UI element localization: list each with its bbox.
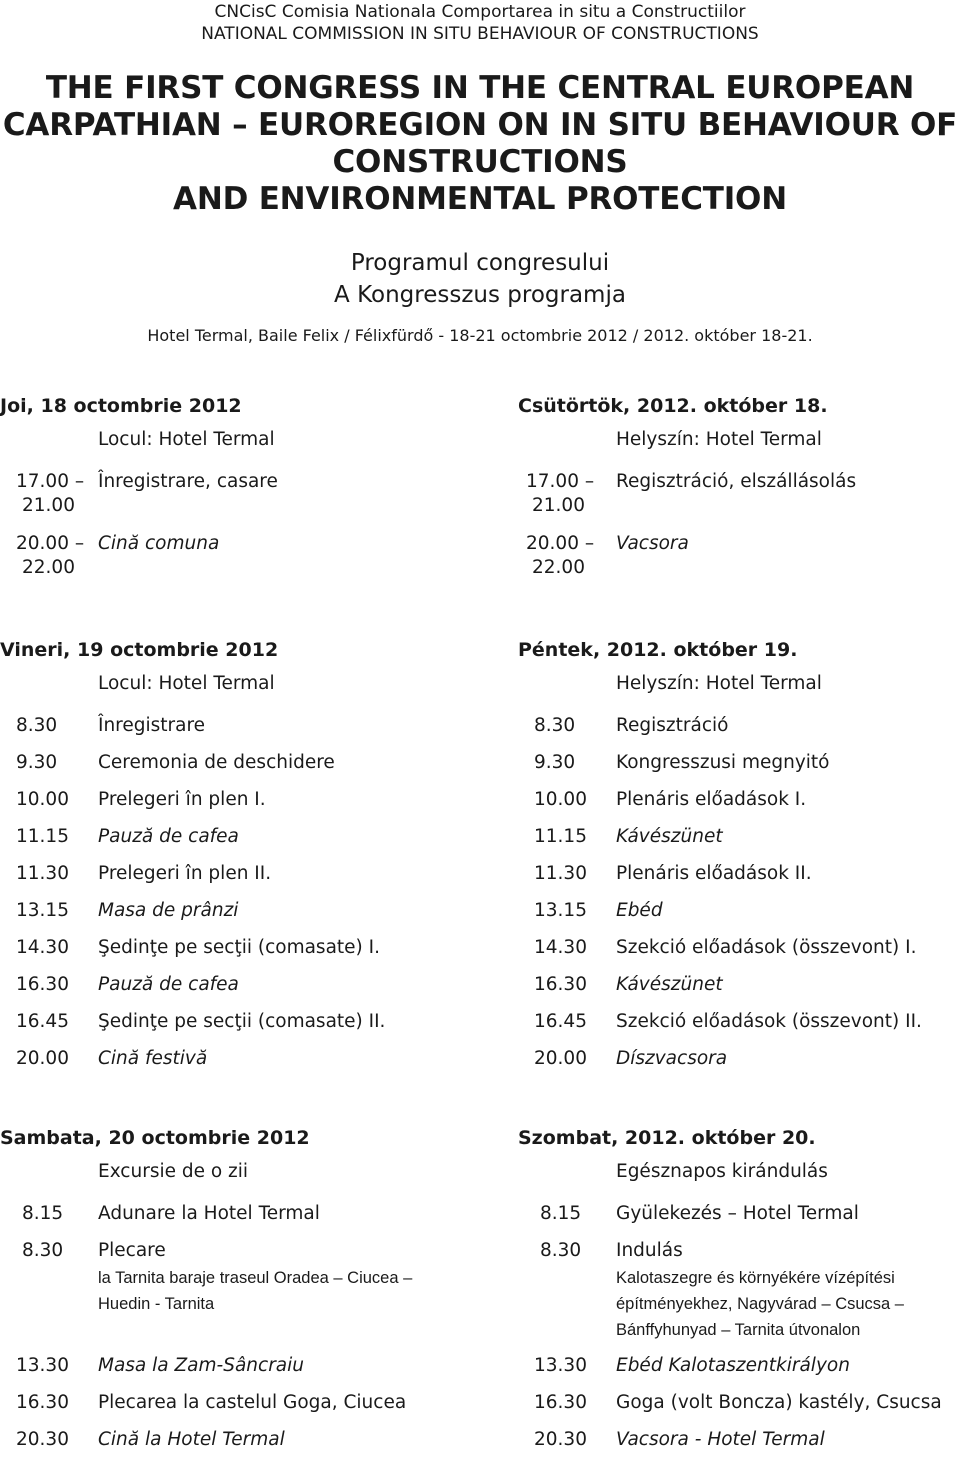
time: 20.30: [534, 1429, 587, 1450]
time: 9.30: [16, 752, 58, 773]
schedule-row: [518, 862, 958, 899]
day-location: Egésznapos kirándulás: [616, 1161, 828, 1182]
time-start: 17.00 –: [16, 471, 85, 492]
time-start: 17.00 –: [526, 471, 595, 492]
schedule-row: [518, 1428, 958, 1465]
day-location: Excursie de o zii: [98, 1161, 249, 1182]
activity: Şedinţe pe secţii (comasate) I.: [98, 937, 380, 958]
program-subtitle: [0, 247, 960, 311]
time-end: 21.00: [22, 495, 75, 516]
time: 8.30: [16, 715, 58, 736]
activity: Szekció előadások (összevont) I.: [616, 937, 917, 958]
time: 16.30: [534, 974, 587, 995]
activity-detail: la Tarnita baraje traseul Oradea – Ciucea – Huedin - Tarnita: [98, 1269, 413, 1313]
schedule-row: [518, 714, 958, 751]
schedule-row: [0, 1010, 440, 1047]
time: 13.30: [534, 1355, 587, 1376]
schedule-row: [0, 1354, 440, 1391]
schedule-row: [0, 1202, 440, 1239]
time-end: 22.00: [532, 557, 585, 578]
schedule-row: [0, 788, 440, 825]
activity: Înregistrare: [98, 715, 206, 736]
activity: Pauză de cafea: [98, 974, 239, 995]
day3-hu: [518, 1126, 958, 1465]
schedule-row: [518, 470, 958, 532]
time: 11.15: [534, 826, 587, 847]
activity: Kongresszusi megnyitó: [616, 752, 830, 773]
day-location: Helyszín: Hotel Termal: [616, 673, 822, 694]
commission-name-ro: CNCisC Comisia Nationala Comportarea in situ a Constructiilor: [214, 2, 746, 22]
congress-title: [0, 70, 960, 218]
time: 14.30: [16, 937, 69, 958]
time: 11.30: [534, 863, 587, 884]
schedule-row: [518, 899, 958, 936]
schedule-row: [0, 470, 440, 532]
schedule-row: [0, 973, 440, 1010]
day-title: Csütörtök, 2012. október 18.: [518, 395, 828, 417]
schedule-row: [518, 751, 958, 788]
activity: Goga (volt Boncza) kastély, Csucsa: [616, 1392, 942, 1413]
activity: Cină la Hotel Termal: [98, 1429, 285, 1450]
day-location: Helyszín: Hotel Termal: [616, 429, 822, 450]
activity: Kávészünet: [616, 826, 723, 847]
schedule-list: [518, 714, 958, 1084]
schedule-row: [0, 1391, 440, 1428]
day-title: Sambata, 20 octombrie 2012: [0, 1127, 310, 1149]
day-title: Szombat, 2012. október 20.: [518, 1127, 816, 1149]
schedule-row: [0, 899, 440, 936]
schedule-row: [518, 1010, 958, 1047]
commission-name-en: NATIONAL COMMISSION IN SITU BEHAVIOUR OF CONSTRUCTIONS: [201, 24, 759, 44]
schedule-list: [518, 1202, 958, 1465]
title-line-3: CONSTRUCTIONS: [332, 144, 628, 180]
activity: Gyülekezés – Hotel Termal: [616, 1203, 859, 1224]
schedule-row: [0, 862, 440, 899]
time: 16.45: [534, 1011, 587, 1032]
activity: Masa la Zam-Sâncraiu: [98, 1355, 305, 1376]
activity: Ebéd Kalotaszentkirályon: [616, 1355, 850, 1376]
time: 8.15: [22, 1203, 64, 1224]
schedule-row: [518, 973, 958, 1010]
time: 13.15: [534, 900, 587, 921]
activity: Szekció előadások (összevont) II.: [616, 1011, 922, 1032]
time: 10.00: [534, 789, 587, 810]
schedule-row: [0, 825, 440, 862]
time: 14.30: [534, 937, 587, 958]
venue-dates: Hotel Termal, Baile Felix / Félixfürdő - 18-21 octombrie 2012 / 2012. október 18-21.: [147, 326, 813, 345]
time: 9.30: [534, 752, 576, 773]
time-start: 20.00 –: [16, 533, 85, 554]
time-start: 20.00 –: [526, 533, 595, 554]
time-end: 22.00: [22, 557, 75, 578]
activity: Plenáris előadások II.: [616, 863, 812, 884]
schedule-row: [518, 532, 958, 594]
time: 8.30: [540, 1240, 582, 1261]
time: 20.00: [534, 1048, 587, 1069]
schedule-list: [0, 1202, 440, 1465]
activity: Prelegeri în plen II.: [98, 863, 272, 884]
time: 13.15: [16, 900, 69, 921]
time: 20.00: [16, 1048, 69, 1069]
activity: Plecare: [98, 1240, 166, 1261]
schedule-list: [0, 714, 440, 1084]
schedule-row: [0, 936, 440, 973]
schedule-row: [0, 751, 440, 788]
title-line-2: CARPATHIAN – EUROREGION ON IN SITU BEHAVIOUR OF: [2, 107, 958, 143]
schedule-row: [518, 936, 958, 973]
activity: Masa de prânzi: [98, 900, 239, 921]
subtitle-ro: Programul congresului: [350, 250, 610, 276]
activity: Plenáris előadások I.: [616, 789, 807, 810]
time: 16.30: [16, 1392, 69, 1413]
activity: Vacsora - Hotel Termal: [616, 1429, 825, 1450]
time: 8.30: [22, 1240, 64, 1261]
schedule-row: [518, 1391, 958, 1428]
title-line-1: THE FIRST CONGRESS IN THE CENTRAL EUROPEAN: [45, 70, 915, 106]
schedule-row: [0, 532, 440, 594]
time: 11.15: [16, 826, 69, 847]
time: 16.30: [16, 974, 69, 995]
activity: Indulás: [616, 1240, 683, 1261]
activity: Cină comuna: [98, 533, 220, 554]
activity: Vacsora: [616, 533, 689, 554]
activity: Ceremonia de deschidere: [98, 752, 335, 773]
time: 16.30: [534, 1392, 587, 1413]
activity: Înregistrare, casare: [98, 471, 278, 492]
activity: Plecarea la castelul Goga, Ciucea: [98, 1392, 407, 1413]
activity: Kávészünet: [616, 974, 723, 995]
time: 8.15: [540, 1203, 582, 1224]
schedule-row: [518, 1354, 958, 1391]
day-title: Péntek, 2012. október 19.: [518, 639, 798, 661]
day2-hu: [518, 638, 958, 1084]
day2-ro: [0, 638, 440, 1084]
day-location: Locul: Hotel Termal: [98, 673, 275, 694]
day1-hu: [518, 394, 958, 594]
subtitle-hu: A Kongresszus programja: [334, 282, 626, 308]
time: 13.30: [16, 1355, 69, 1376]
activity: Regisztráció, elszállásolás: [616, 471, 857, 492]
schedule-row: [518, 788, 958, 825]
activity: Cină festivă: [98, 1048, 208, 1069]
schedule-row: [518, 1202, 958, 1239]
time: 16.45: [16, 1011, 69, 1032]
activity-detail: Kalotaszegre és környékére vízépítési építményekhez, Nagyvárad – Csucsa – Bánffyhunyad – Tarnita útvonalon: [616, 1269, 904, 1339]
time-end: 21.00: [532, 495, 585, 516]
schedule-row: [0, 1428, 440, 1465]
day-title: Vineri, 19 octombrie 2012: [0, 639, 279, 661]
time: 11.30: [16, 863, 69, 884]
schedule-row: [518, 1047, 958, 1084]
activity: Díszvacsora: [616, 1048, 728, 1069]
activity: Pauză de cafea: [98, 826, 239, 847]
activity: Regisztráció: [616, 715, 729, 736]
time: 20.30: [16, 1429, 69, 1450]
activity: Adunare la Hotel Termal: [98, 1203, 320, 1224]
time: 10.00: [16, 789, 69, 810]
day-location: Locul: Hotel Termal: [98, 429, 275, 450]
schedule-row: [518, 1239, 958, 1354]
day3-ro: [0, 1126, 440, 1465]
activity: Ebéd: [616, 900, 663, 921]
schedule-row: [0, 714, 440, 751]
day1-ro: [0, 394, 440, 594]
commission-header: [0, 1, 960, 45]
day-title: Joi, 18 octombrie 2012: [0, 395, 242, 417]
activity: Şedinţe pe secţii (comasate) II.: [98, 1011, 386, 1032]
activity: Prelegeri în plen I.: [98, 789, 266, 810]
schedule-row: [0, 1239, 440, 1354]
schedule-row: [0, 1047, 440, 1084]
time: 8.30: [534, 715, 576, 736]
title-line-4: AND ENVIRONMENTAL PROTECTION: [173, 181, 787, 217]
schedule-row: [518, 825, 958, 862]
